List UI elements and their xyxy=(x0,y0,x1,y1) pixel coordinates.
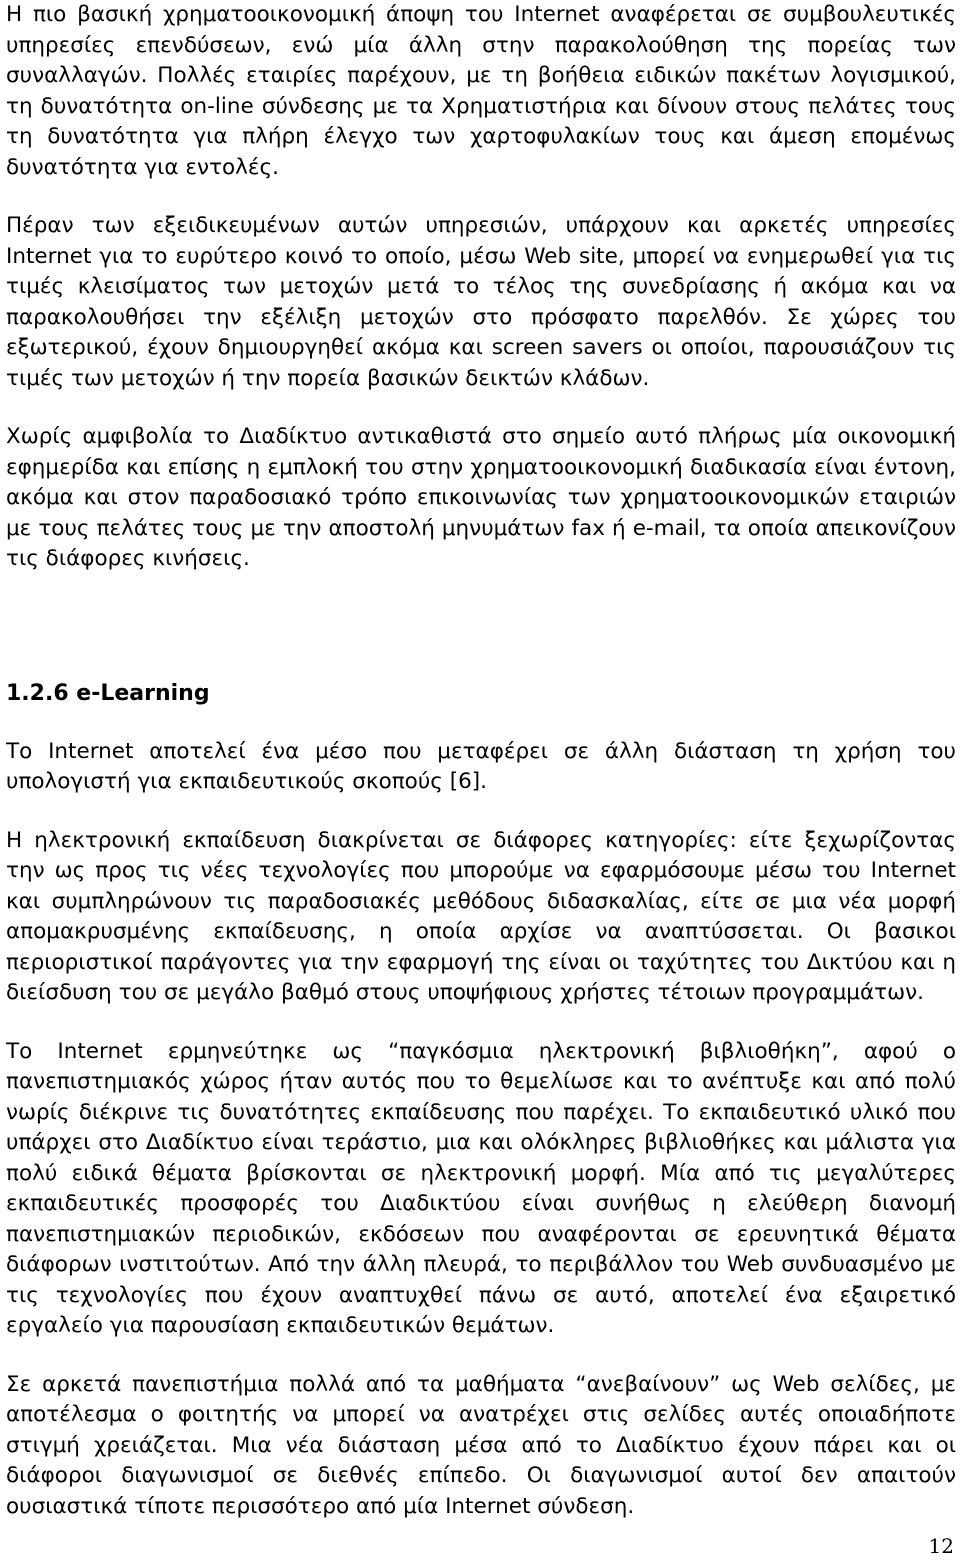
section-heading-e-learning: 1.2.6 e-Learning xyxy=(6,680,210,706)
paragraph-financial-services: Η πιο βασική χρηματοοικονομική άποψη του Internet αναφέρεται σε συμβουλευτικές υπηρεσίες επενδύσεων, ενώ μία άλλη στην παρακολούθηση της πορείας των συναλλαγών. Πολλές εταιρίες παρέχουν, με τη βοήθεια ειδικών πακέτων λογισμικού, τη δυνατότητα on-line σύνδεσης με τα Χρηματιστήρια και δίνουν στους πελάτες τους τη δυνατότητα για πλήρη έλεγχο των χαρτοφυλακίων τους και άμεση επομένως δυνατότητα για εντολές. xyxy=(6,2,956,180)
paragraph-e-learning-intro: Το Internet αποτελεί ένα μέσο που μεταφέρει σε άλλη διάσταση τη χρήση του υπολογιστή για εκπαιδευτικούς σκοπούς [6]. xyxy=(6,738,956,794)
paragraph-university-courses: Σε αρκετά πανεπιστήμια πολλά από τα μαθήματα “ανεβαίνουν” ως Web σελίδες, με αποτέλεσμα ο φοιτητής να μπορεί να ανατρέχει στις σελίδες αυτές οποιαδήποτε στιγμή χρειάζεται. Μια νέα διάσταση μέσα από το Διαδίκτυο έχουν πάρει και οι διάφοροι διαγωνισμοί σε διεθνές επίπεδο. Οι διαγωνισμοί αυτοί δεν απαιτούν ουσιαστικά τίποτε περισσότερο από μία Internet σύνδεση. xyxy=(6,1371,956,1519)
paragraph-e-learning-categories: Η ηλεκτρονική εκπαίδευση διακρίνεται σε διάφορες κατηγορίες: είτε ξεχωρίζοντας την ως προς τις νέες τεχνολογίες που μπορούμε να εφαρμόσουμε μέσω του Internet και συμπληρώνουν τις παραδοσιακές μεθόδους διδασκαλίας, είτε σε μια νέα μορφή απομακρυσμένης εκπαίδευσης, η οποία αρχίσε να αναπτύσσεται. Οι βασικοι περιοριστικοί παράγοντες για την εφαρμογή της είναι οι ταχύτητες του Δικτύου και η διείσδυση του σε μεγάλο βαθμό στους υποψήφιους χρήστες τέτοιων προγραμμάτων. xyxy=(6,827,956,1005)
paragraph-digital-library: Το Internet ερμηνεύτηκε ως “παγκόσμια ηλεκτρονική βιβλιοθήκη”, αφού ο πανεπιστημιακός χώρος ήταν αυτός που το θεμελίωσε και το ανέπτυξε και από πολύ νωρίς διέκρινε τις δυνατότητες εκπαίδευσης που παρέχει. Το εκπαιδευτικό υλικό που υπάρχει στο Διαδίκτυο είναι τεράστιο, μια και ολόκληρες βιβλιοθήκες και μάλιστα για πολύ ειδικά θέματα βρίσκονται σε ηλεκτρονική μορφή. Μία από τις μεγαλύτερες εκπαιδευτικές προσφορές του Διαδικτύου είναι συνήθως η ελεύθερη διανομή πανεπιστημιακών περιοδικών, εκδόσεων που αναφέρονται σε ερευνητικά θέματα διάφορων ινστιτούτων. Από την άλλη πλευρά, το περιβάλλον του Web συνδυασμένο με τις τεχνολογίες που έχουν αναπτυχθεί πάνω σε αυτό, αποτελεί ένα εξαιρετικό εργαλείο για παρουσίαση εκπαιδευτικών θεμάτων. xyxy=(6,1038,956,1338)
paragraph-internet-services: Πέραν των εξειδικευμένων αυτών υπηρεσιών, υπάρχουν και αρκετές υπηρεσίες Internet για το ευρύτερο κοινό το οποίο, μέσω Web site, μπορεί να ενημερωθεί για τις τιμές κλεισίματος των μετοχών μετά το τέλος της συνεδρίασης ή ακόμα και να παρακολουθήσει την εξέλιξη μετοχών στο πρόσφατο παρελθόν. Σε χώρες του εξωτερικού, έχουν δημιουργηθεί ακόμα και screen savers οι οποίοι, παρουσιάζουν τις τιμές των μετοχών ή την πορεία βασικών δεικτών κλάδων. xyxy=(6,213,956,391)
document-page xyxy=(6,0,956,1522)
paragraph-internet-newspaper: Χωρίς αμφιβολία το Διαδίκτυο αντικαθιστά στο σημείο αυτό πλήρως μία οικονομική εφημερίδα και επίσης η εμπλοκή του στην χρηματοοικονομική διαδικασία είναι έντονη, ακόμα και στον παραδοσιακό τρόπο επικοινωνίας των χρηματοοικονομικών εταιριών με τους πελάτες τους με την αποστολή μηνυμάτων fax ή e-mail, τα οποία απεικονίζουν τις διάφορες κινήσεις. xyxy=(6,424,956,571)
page-number: 12 xyxy=(928,1534,954,1558)
